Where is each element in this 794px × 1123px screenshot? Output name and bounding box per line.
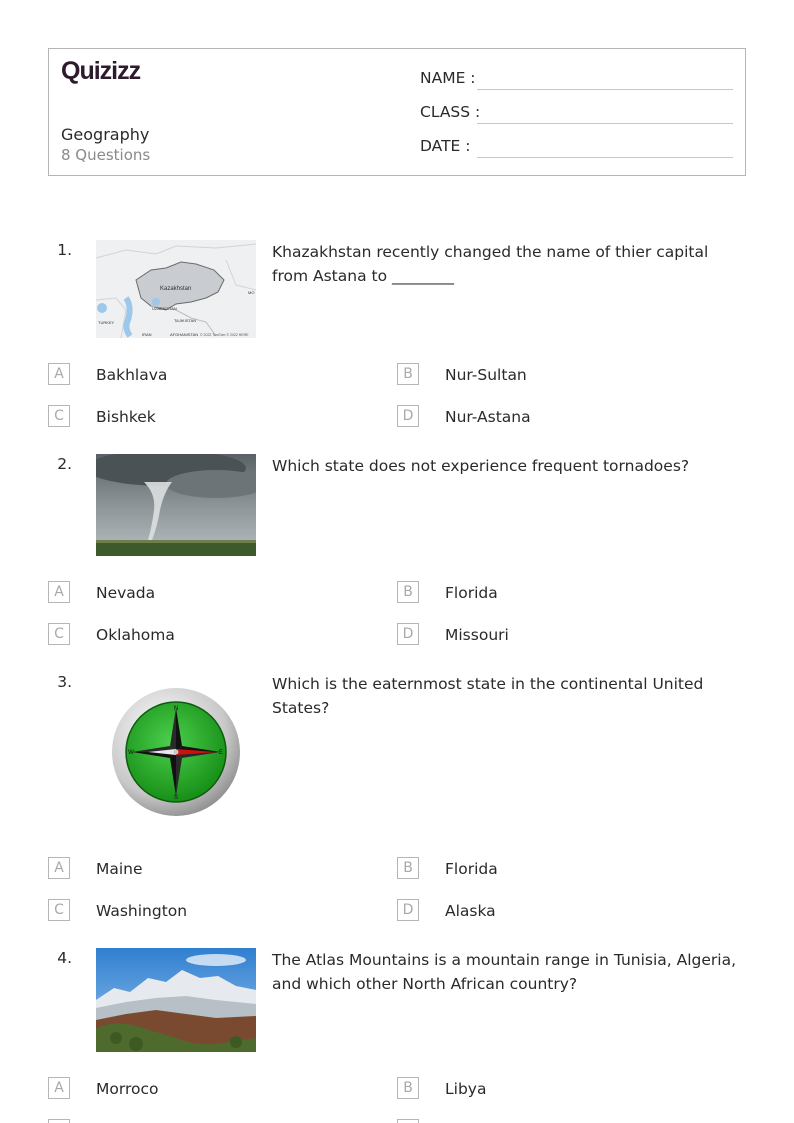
option-text: Nur-Astana — [445, 408, 531, 426]
question-text: Which is the eaternmost state in the continental United States? — [272, 675, 704, 717]
option-text: Bakhlava — [96, 366, 168, 384]
option-text: Missouri — [445, 626, 509, 644]
option-box[interactable]: A — [48, 581, 70, 603]
option-box[interactable]: D — [397, 623, 419, 645]
option-box[interactable]: D — [397, 405, 419, 427]
option-text: Bishkek — [96, 408, 156, 426]
date-field[interactable] — [477, 157, 733, 158]
option-box[interactable]: A — [48, 363, 70, 385]
option-text: Alaska — [445, 902, 496, 920]
compass-label-n: N — [173, 706, 179, 712]
tornado-illustration — [96, 454, 256, 556]
option-box[interactable]: A — [48, 1077, 70, 1099]
question-number: 3. — [57, 673, 72, 691]
compass-image — [96, 672, 256, 832]
question-text: Khazakhstan recently changed the name of thier capital from Astana to ________ — [272, 243, 709, 285]
question-text: Which state does not experience frequent tornadoes? — [272, 457, 690, 475]
class-field[interactable] — [477, 123, 733, 124]
compass-label-w: W — [128, 750, 134, 756]
tornado-image — [96, 454, 256, 556]
option-text: Libya — [445, 1080, 487, 1098]
question-count: 8 Questions — [61, 146, 151, 164]
option-text: Morroco — [96, 1080, 159, 1098]
option-text: Nur-Sultan — [445, 366, 527, 384]
class-label: CLASS : — [420, 103, 481, 121]
option-box[interactable]: C — [48, 899, 70, 921]
question-number: 4. — [57, 949, 72, 967]
option-text: Florida — [445, 584, 498, 602]
map-illustration — [96, 240, 256, 338]
map-label-uzbekistan: UZBEKISTAN — [152, 306, 177, 311]
worksheet-subject: Geography — [61, 125, 150, 144]
option-box[interactable]: D — [397, 899, 419, 921]
mountain-illustration — [96, 948, 256, 1052]
question-number: 2. — [57, 455, 72, 473]
option-box[interactable]: B — [397, 1077, 419, 1099]
quizizz-logo: Quizizz — [61, 57, 141, 85]
option-text: Washington — [96, 902, 188, 920]
compass-label-e: E — [218, 750, 224, 756]
option-text: Florida — [445, 860, 498, 878]
atlas-mountains-image — [96, 948, 256, 1052]
compass-label-s: S — [173, 795, 179, 801]
name-label: NAME : — [420, 69, 476, 87]
map-label-kazakhstan: Kazakhstan — [160, 286, 192, 292]
map-label-afghanistan: AFGHANISTAN — [170, 332, 199, 337]
map-attribution: © 2022 TomTom © 2022 HERE — [200, 333, 249, 337]
option-box[interactable]: A — [48, 857, 70, 879]
date-label: DATE : — [420, 137, 471, 155]
option-text: Oklahoma — [96, 626, 175, 644]
compass-illustration — [96, 672, 256, 832]
map-label-tajikistan: TAJIKISTAN — [174, 318, 197, 323]
option-box-cutoff[interactable] — [397, 1119, 419, 1123]
map-label-mo: MO — [248, 290, 255, 295]
map-label-turkey: TURKEY — [98, 320, 115, 325]
option-box[interactable]: B — [397, 581, 419, 603]
question-number: 1. — [57, 241, 72, 259]
option-box-cutoff[interactable] — [48, 1119, 70, 1123]
option-text: Maine — [96, 860, 143, 878]
option-box[interactable]: B — [397, 363, 419, 385]
question-text: The Atlas Mountains is a mountain range in Tunisia, Algeria, and which other North African country? — [272, 951, 737, 993]
option-box[interactable]: C — [48, 405, 70, 427]
option-box[interactable]: C — [48, 623, 70, 645]
option-box[interactable]: B — [397, 857, 419, 879]
worksheet-header — [48, 48, 746, 176]
kazakhstan-map-image — [96, 240, 256, 338]
name-field[interactable] — [477, 89, 733, 90]
map-label-iran: IRAN — [142, 332, 152, 337]
option-text: Nevada — [96, 584, 156, 602]
